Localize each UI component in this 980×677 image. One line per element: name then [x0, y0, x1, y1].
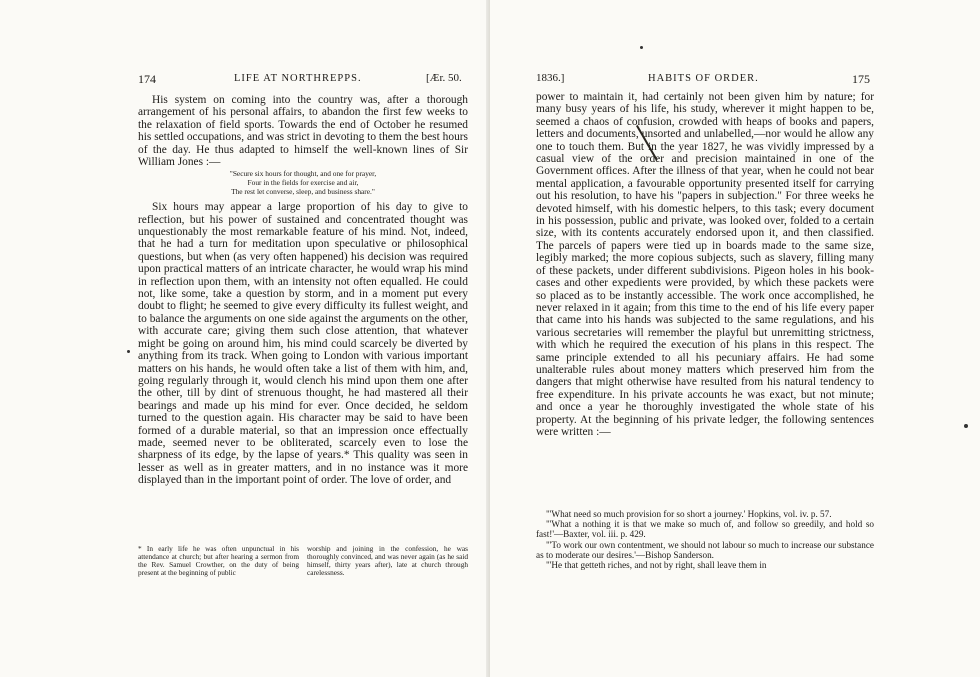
right-body-text — [536, 91, 874, 438]
quote-2: "'What a nothing it is that we make so much of, and follow so greedily, and hold so fast!'—Baxter, vol. iii. p. 429. — [536, 519, 874, 540]
quote-1: "'What need so much provision for so short a journey.' Hopkins, vol. iv. p. 57. — [546, 509, 832, 519]
verse-line-3: The rest let converse, sleep, and business share." — [231, 186, 375, 196]
right-running-aside: 1836.] — [536, 72, 565, 84]
left-running-header — [138, 72, 472, 88]
quote-3: "'To work our own contentment, we should not labour so much to increase our substance as to moderate our desires.'—Bishop Sanderson. — [536, 539, 874, 560]
left-paragraph-2: Six hours may appear a large proportion of his day to give to reflection, but his power of sustained and concentrated thought was unquestionably the most remarkable feature of his mind. Not, indeed, that he had a turn for meditation upon speculative or philosophical questions, but when (as very often happened) his decision was required upon practical matters of an intricate character, he would wrap his mind in reflection upon them, with an intensity not often equalled. He could not, like some, take a question by storm, and in a moment put every doubt to flight; he seemed to give every difficulty its fullest weight, and to balance the arguments on one side against the arguments on the other, with accurate care; giving them such close attention, that whatever might be going on around him, his mind could scarcely be diverted by anything from its track. When going to London with various important matters on his hands, he would often take a list of them with him, and, going regularly through it, would clench his mind upon them one after the other, till by dint of strenuous thought, he had mastered all their bearings and made up his mind for ever. Once decided, he seldom turned to the question again. His character may be said to have been formed of a durable material, so that an impression once effectually made, seemed never to be obliterated, scarcely even to lose the sharpness of its edge, by the lapse of years.* This quality was seen in lesser as well as in greater matters, and in no instance was it more displayed than in the important point of order. The love of order, and — [138, 201, 468, 487]
left-page-number: 174 — [138, 72, 156, 86]
right-paragraph-1: power to maintain it, had certainly not been given him by nature; for many busy years of his life, his study, wherever it might happen to be, seemed a chaos of confusion, crowded with heaps of books and papers, letters and documents, unsorted and unlabelled,—nor would he allow any one to touch them. But in the year 1827, he was vividly impressed by a casual view of the order and precision maintained in one of the Government offices. After the illness of that year, when he could not bear mental application, a favourable opportunity presented itself for carrying out his resolution, to have his "papers in subjection." For three weeks he devoted himself, with his domestic helpers, to this task; every document in his possession, public and private, was looked over, folded to a certain size, with its contents accurately endorsed upon it, and then classified. The parcels of papers were tied up in boards made to the same size, legibly marked; the more copious subjects, such as slavery, filling many of these packets, under different subdivisions. Pigeon holes in his book-cases and other expedients were provided, by which these packets were so placed as to be instantly accessible. The work once accomplished, he never relaxed in it again; from this time to the end of his life every paper that came into his hands was subjected to the same regulations, and his various secretaries will remember the playful but unremitting strictness, with which he required the execution of his plans in this respect. The same principle extended to all his pecuniary affairs. He had some unalterable rules about money matters which preserved him from the dangers that might otherwise have resulted from his natural tendency to free expenditure. In his private accounts he was exact, but not minute; and once a year he thoroughly investigated the whole state of his property. At the beginning of his private ledger, the following sentences were written :— — [536, 91, 874, 438]
footnote-column-2: worship and joining in the confession, he was thoroughly convinced, and was never again (as he said himself, thirty years after), late at church through carelessness. — [307, 544, 468, 578]
left-body-text — [138, 94, 468, 487]
margin-speck — [127, 350, 130, 353]
quote-4: "'He that getteth riches, and not by right, shall leave them in — [546, 560, 767, 571]
ledger-quotes — [536, 509, 874, 570]
left-footnote — [138, 545, 468, 577]
right-running-header — [536, 72, 874, 88]
left-running-aside: [Ær. 50. — [426, 72, 462, 84]
verse-line-1: "Secure six hours for thought, and one for prayer, — [229, 169, 377, 179]
right-margin-dot — [964, 424, 968, 428]
right-running-title: HABITS OF ORDER. — [648, 73, 759, 84]
right-page — [490, 0, 980, 677]
left-running-title: LIFE AT NORTHREPPS. — [234, 73, 362, 84]
right-page-number: 175 — [852, 72, 870, 86]
jones-verse — [138, 170, 468, 196]
top-speck — [640, 46, 643, 49]
footnote-column-1: * In early life he was often unpunctual in his attendance at church; but after hearing a sermon from the Rev. Samuel Crowther, on the duty of being present at the beginning of public — [138, 544, 299, 578]
left-paragraph-1: His system on coming into the country was, after a thorough arrangement of his personal affairs, to abandon the first few weeks to the relaxation of field sports. Towards the end of October he resumed his settled occupations, and was strict in devoting to them the best hours of the day. He thus adapted to himself the well-known lines of Sir William Jones :— — [138, 94, 468, 169]
verse-line-2: Four in the fields for exercise and air, — [247, 178, 359, 188]
